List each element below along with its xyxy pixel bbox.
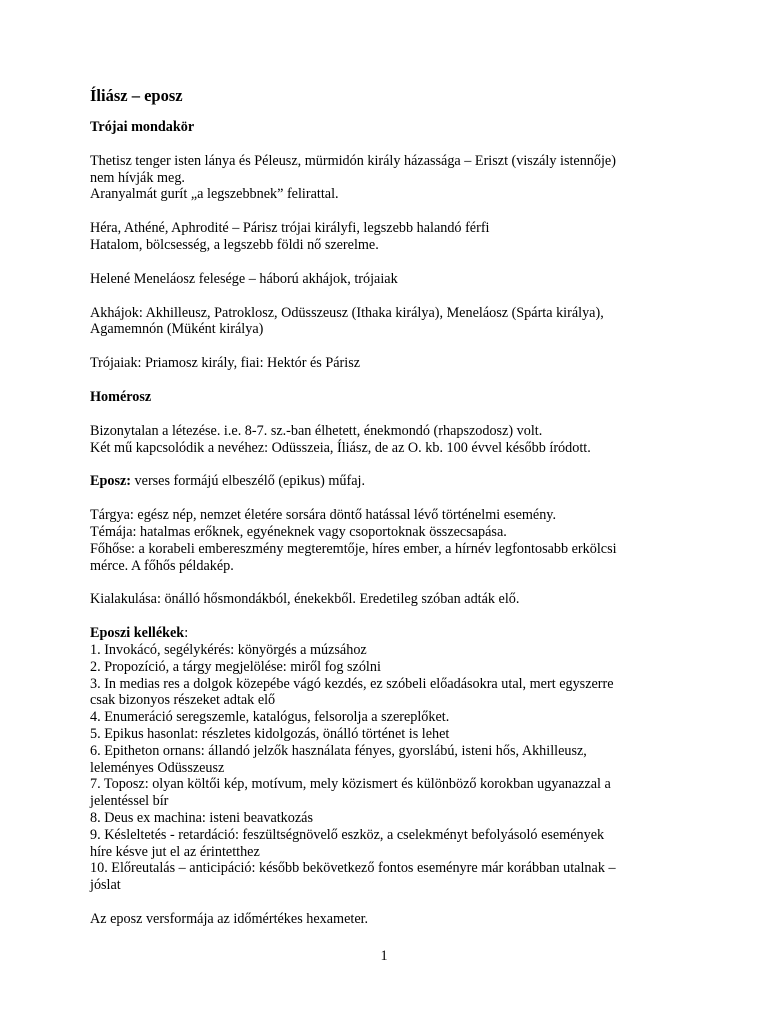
- text-line: Témája: hatalmas erőknek, egyéneknek vagy csoportoknak összecsapása.: [90, 523, 507, 540]
- document-page: [90, 86, 680, 945]
- list-line: 5. Epikus hasonlat: részletes kidolgozás, önálló történet is lehet: [90, 725, 450, 742]
- list-line: 7. Toposz: olyan költői kép, motívum, mely közismert és különböző korokban ugyanazzal a: [90, 776, 611, 793]
- paragraph-eposz-origin: [90, 591, 680, 608]
- list-line: csak bizonyos részeket adtak elő: [90, 692, 276, 709]
- text-line: Thetisz tenger isten lánya és Péleusz, mürmidón király házassága – Eriszt (viszály istennője): [90, 152, 616, 169]
- paragraph-trojans: [90, 355, 680, 372]
- eposz-definition-text: verses formájú elbeszélő (epikus) műfaj.: [131, 473, 366, 490]
- text-line: Héra, Athéné, Aphrodité – Párisz trójai királyfi, legszebb halandó férfi: [90, 220, 490, 237]
- text-line: Agamemnón (Müként királya): [90, 321, 264, 338]
- text-line: Aranyalmát gurít „a legszebbnek” felirattal.: [90, 186, 339, 203]
- list-line: 8. Deus ex machina: isteni beavatkozás: [90, 809, 313, 826]
- text-line: Akhájok: Akhilleusz, Patroklosz, Odüsszeusz (Ithaka királya), Meneláosz (Spárta királya),: [90, 304, 604, 321]
- text-line: mérce. A főhős példakép.: [90, 557, 234, 574]
- text-line: Két mű kapcsolódik a nevéhez: Odüsszeia, Íliász, de az O. kb. 100 évvel később íródott.: [90, 439, 591, 456]
- list-line: 1. Invokácó, segélykérés: könyörgés a múzsához: [90, 641, 367, 658]
- list-line: 2. Propozíció, a tárgy megjelölése: miről fog szólni: [90, 658, 381, 675]
- paragraph-verse-form: [90, 911, 680, 928]
- list-line: 6. Epitheton ornans: állandó jelzők használata fényes, gyorslábú, isteni hős, Akhilleusz,: [90, 742, 587, 759]
- paragraph-achaeans: [90, 305, 680, 339]
- text-line: Hatalom, bölcsesség, a legszebb földi nő szerelme.: [90, 236, 379, 253]
- list-line: leleményes Odüsszeusz: [90, 759, 225, 776]
- list-line: 10. Előreutalás – anticipáció: később bekövetkező fontos eseményre már korábban utalnak –: [90, 860, 616, 877]
- text-line: Főhőse: a korabeli embereszmény megteremtője, híres ember, a hírnév legfontosabb erkölcsi: [90, 540, 617, 557]
- list-line: jelentéssel bír: [90, 793, 169, 810]
- text-line: Az eposz versformája az időmértékes hexameter.: [90, 910, 369, 927]
- paragraph-eposz-subject: [90, 507, 680, 574]
- paragraph-homer: [90, 423, 680, 457]
- list-line: 3. In medias res a dolgok közepébe vágó kezdés, ez szóbeli előadásokra utal, mert egyszerre: [90, 675, 614, 692]
- text-line: [90, 473, 680, 490]
- list-line: jóslat: [90, 877, 121, 894]
- text-line: Bizonytalan a létezése. i.e. 8-7. sz.-ban élhetett, énekmondó (rhapszodosz) volt.: [90, 422, 543, 439]
- paragraph-goddesses: [90, 220, 680, 254]
- text-line: nem hívják meg.: [90, 169, 185, 186]
- list-heading: [90, 625, 680, 642]
- text-line: Tárgya: egész nép, nemzet életére sorsára döntő hatással lévő történelmi esemény.: [90, 507, 557, 524]
- section-heading-homer: Homérosz: [90, 388, 152, 405]
- document-title: Íliász – eposz: [90, 86, 183, 105]
- eposz-elements-label: Eposzi kellékek: [90, 625, 185, 642]
- text-line: Kialakulása: önálló hősmondákból, énekekből. Eredetileg szóban adták elő.: [90, 591, 520, 608]
- paragraph-helene: [90, 271, 680, 288]
- eposz-label: Eposz:: [90, 473, 131, 490]
- paragraph-eposz-definition: [90, 473, 680, 490]
- list-line: 9. Késleltetés - retardáció: feszültségnövelő eszköz, a cselekményt befolyásoló események: [90, 826, 605, 843]
- paragraph-thetisz: [90, 153, 680, 203]
- text-line: Trójaiak: Priamosz király, fiai: Hektór és Párisz: [90, 355, 361, 372]
- eposz-elements-colon: :: [184, 625, 189, 642]
- section-heading-trojan: Trójai mondakör: [90, 119, 195, 135]
- page-number: 1: [380, 948, 388, 964]
- text-line: Helené Meneláosz felesége – háború akhájok, trójaiak: [90, 270, 398, 287]
- list-line: híre késve jut el az érintetthez: [90, 843, 260, 860]
- list-line: 4. Enumeráció seregszemle, katalógus, felsorolja a szereplőket.: [90, 709, 450, 726]
- list-eposz-elements: [90, 625, 680, 894]
